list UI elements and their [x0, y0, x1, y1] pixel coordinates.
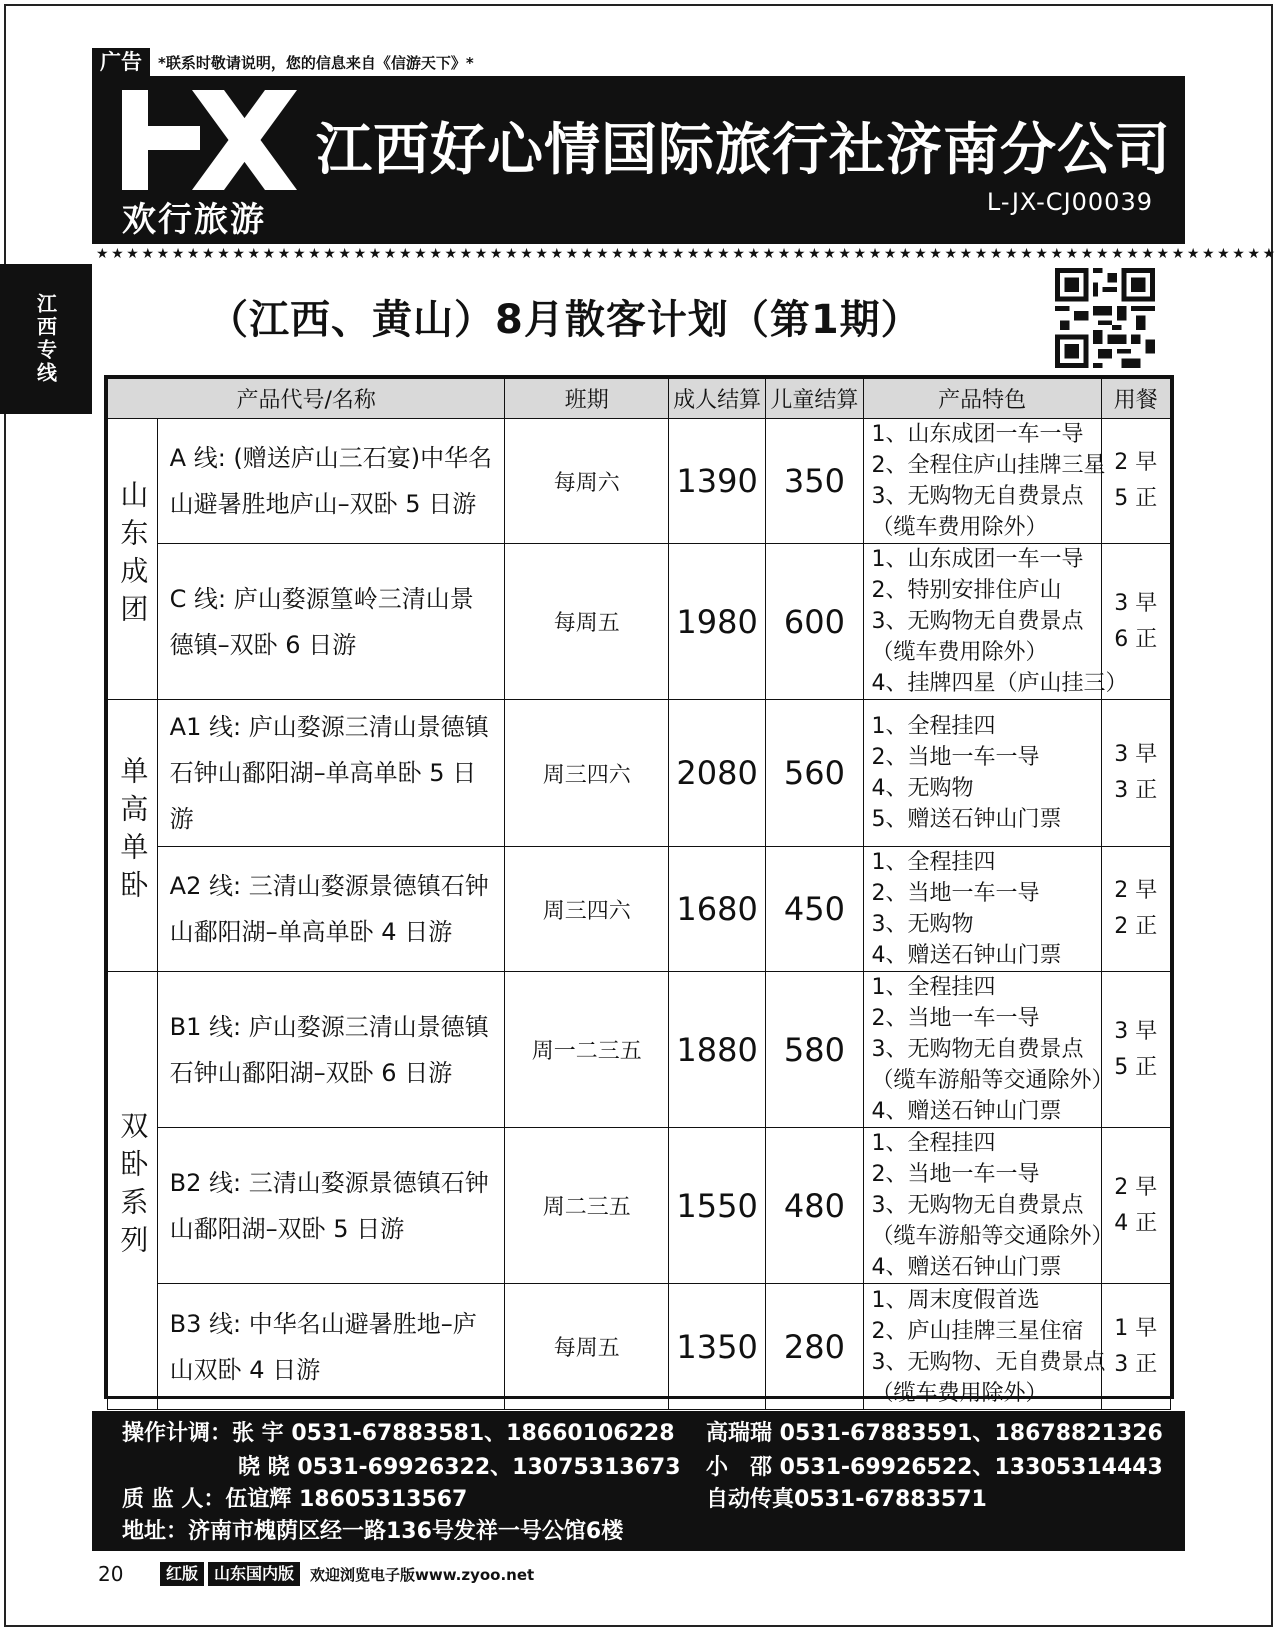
- product-name: A1 线: 庐山婺源三清山景德镇石钟山鄱阳湖–单高单卧 5 日游: [157, 700, 505, 847]
- group-label-double-berth: 双卧系列: [108, 972, 158, 1410]
- page-number: 20: [98, 1562, 124, 1586]
- operator-1: 张 宇 0531-67883581、18660106228: [232, 1421, 675, 1446]
- child-price: 480: [766, 1128, 863, 1284]
- schedule: 周三四六: [505, 700, 669, 847]
- product-name: A 线: (赠送庐山三石宴)中华名山避暑胜地庐山–双卧 5 日游: [157, 419, 505, 544]
- product-name: B3 线: 中华名山避暑胜地–庐山双卧 4 日游: [157, 1284, 505, 1410]
- table-row: [108, 847, 1171, 972]
- hx-logo-icon: [122, 90, 297, 190]
- table-row: [108, 700, 1171, 847]
- operator-row-1: [122, 1417, 675, 1451]
- product-name: B1 线: 庐山婺源三清山景德镇石钟山鄱阳湖–双卧 6 日游: [157, 972, 505, 1128]
- table-row: [108, 1284, 1171, 1410]
- child-price: 560: [766, 700, 863, 847]
- meals: 3 早 5 正: [1101, 972, 1170, 1128]
- ad-note: *联系时敬请说明，您的信息来自《信游天下》*: [158, 53, 474, 72]
- header-child-price: 儿童结算: [766, 379, 863, 419]
- header-features: 产品特色: [863, 379, 1101, 419]
- price-table-wrapper: [104, 375, 1174, 1406]
- product-name: A2 线: 三清山婺源景德镇石钟山鄱阳湖–单高单卧 4 日游: [157, 847, 505, 972]
- operator-2: 晓 晓 0531-69926322、13075313673: [238, 1455, 681, 1480]
- table-row: [108, 972, 1171, 1128]
- star-divider: ★★★★★★★★★★★★★★★★★★★★★★★★★★★★★★★★★★★★★★★★★★★★★★★★★★★★★★★★★★★★★★★★★★★★★★★★★★★★★★: [96, 246, 1278, 262]
- group-label-shandong: 山东成团: [108, 419, 158, 700]
- schedule: 每周五: [505, 1284, 669, 1410]
- meals: 1 早 3 正: [1101, 1284, 1170, 1410]
- features: 1、周末度假首选 2、庐山挂牌三星住宿 3、无购物、无自费景点 （缆车费用除外）: [863, 1284, 1101, 1410]
- adult-price: 1550: [668, 1128, 765, 1284]
- features: 1、全程挂四 2、当地一车一导 3、无购物无自费景点 （缆车游船等交通除外） 4、赠送石钟山门票: [863, 1128, 1101, 1284]
- child-price: 280: [766, 1284, 863, 1410]
- header-schedule: 班期: [505, 379, 669, 419]
- product-name: B2 线: 三清山婺源景德镇石钟山鄱阳湖–双卧 5 日游: [157, 1128, 505, 1284]
- meals: 2 早 5 正: [1101, 419, 1170, 544]
- schedule: 周三四六: [505, 847, 669, 972]
- side-tab-label: 江西专线: [33, 293, 58, 385]
- child-price: 350: [766, 419, 863, 544]
- features: 1、全程挂四 2、当地一车一导 3、无购物 4、赠送石钟山门票: [863, 847, 1101, 972]
- contact-footer: [92, 1411, 1185, 1551]
- meals: 2 早 2 正: [1101, 847, 1170, 972]
- operator-4: 小 邵 0531-69926522、13305314443: [706, 1455, 1163, 1480]
- ad-line: [92, 48, 474, 76]
- side-tab: [0, 264, 92, 414]
- table-row: [108, 1128, 1171, 1284]
- features: 1、全程挂四 2、当地一车一导 4、无购物 5、赠送石钟山门票: [863, 700, 1101, 847]
- table-header-row: [108, 379, 1171, 419]
- quality-supervisor: 质 监 人：伍谊辉 18605313567: [122, 1487, 468, 1512]
- features: 1、山东成团一车一导 2、特别安排住庐山 3、无购物无自费景点 （缆车费用除外） 4、挂牌四星（庐山挂三）: [863, 544, 1101, 700]
- logo-text: 欢行旅游: [122, 200, 266, 240]
- welcome-link[interactable]: 欢迎浏览电子版www.zyoo.net: [310, 1565, 535, 1584]
- child-price: 450: [766, 847, 863, 972]
- header-adult-price: 成人结算: [668, 379, 765, 419]
- plan-title: （江西、黄山）8月散客计划（第1期）: [208, 297, 922, 343]
- adult-price: 1680: [668, 847, 765, 972]
- schedule: 每周六: [505, 419, 669, 544]
- child-price: 600: [766, 544, 863, 700]
- group-label-single-berth: 单高单卧: [108, 700, 158, 972]
- license-number: L-JX-CJ00039: [986, 188, 1153, 216]
- meals: 3 早 6 正: [1101, 544, 1170, 700]
- product-name: C 线: 庐山婺源篁岭三清山景德镇–双卧 6 日游: [157, 544, 505, 700]
- operator-row-2: [238, 1451, 681, 1485]
- schedule: 周一二三五: [505, 972, 669, 1128]
- company-name: 江西好心情国际旅行社济南分公司: [316, 118, 1171, 183]
- schedule: 周二三五: [505, 1128, 669, 1284]
- header-product: 产品代号/名称: [108, 379, 505, 419]
- meals: 2 早 4 正: [1101, 1128, 1170, 1284]
- price-table: [107, 378, 1171, 1410]
- auto-fax: 自动传真0531-67883571: [706, 1487, 987, 1512]
- header-meals: 用餐: [1101, 379, 1170, 419]
- adult-price: 1880: [668, 972, 765, 1128]
- meals: 3 早 3 正: [1101, 700, 1170, 847]
- qr-code-icon: [1054, 268, 1156, 368]
- page-footer: [98, 1561, 534, 1587]
- schedule: 每周五: [505, 544, 669, 700]
- region-tag: 山东国内版: [208, 1562, 300, 1586]
- adult-price: 1350: [668, 1284, 765, 1410]
- features: 1、全程挂四 2、当地一车一导 3、无购物无自费景点 （缆车游船等交通除外） 4、赠送石钟山门票: [863, 972, 1101, 1128]
- header-banner: [92, 76, 1185, 244]
- ad-tag: 广告: [92, 48, 150, 76]
- table-row: [108, 544, 1171, 700]
- address: 地址：济南市槐荫区经一路136号发祥一号公馆6楼: [122, 1519, 624, 1544]
- features: 1、山东成团一车一导 2、全程住庐山挂牌三星 3、无购物无自费景点 （缆车费用除外）: [863, 419, 1101, 544]
- edition-tag: 红版: [160, 1562, 204, 1586]
- operator-3: 高瑞瑞 0531-67883591、18678821326: [706, 1421, 1163, 1446]
- adult-price: 2080: [668, 700, 765, 847]
- adult-price: 1390: [668, 419, 765, 544]
- company-logo: [122, 90, 297, 240]
- table-row: [108, 419, 1171, 544]
- child-price: 580: [766, 972, 863, 1128]
- operator-label: 操作计调：: [122, 1421, 233, 1446]
- adult-price: 1980: [668, 544, 765, 700]
